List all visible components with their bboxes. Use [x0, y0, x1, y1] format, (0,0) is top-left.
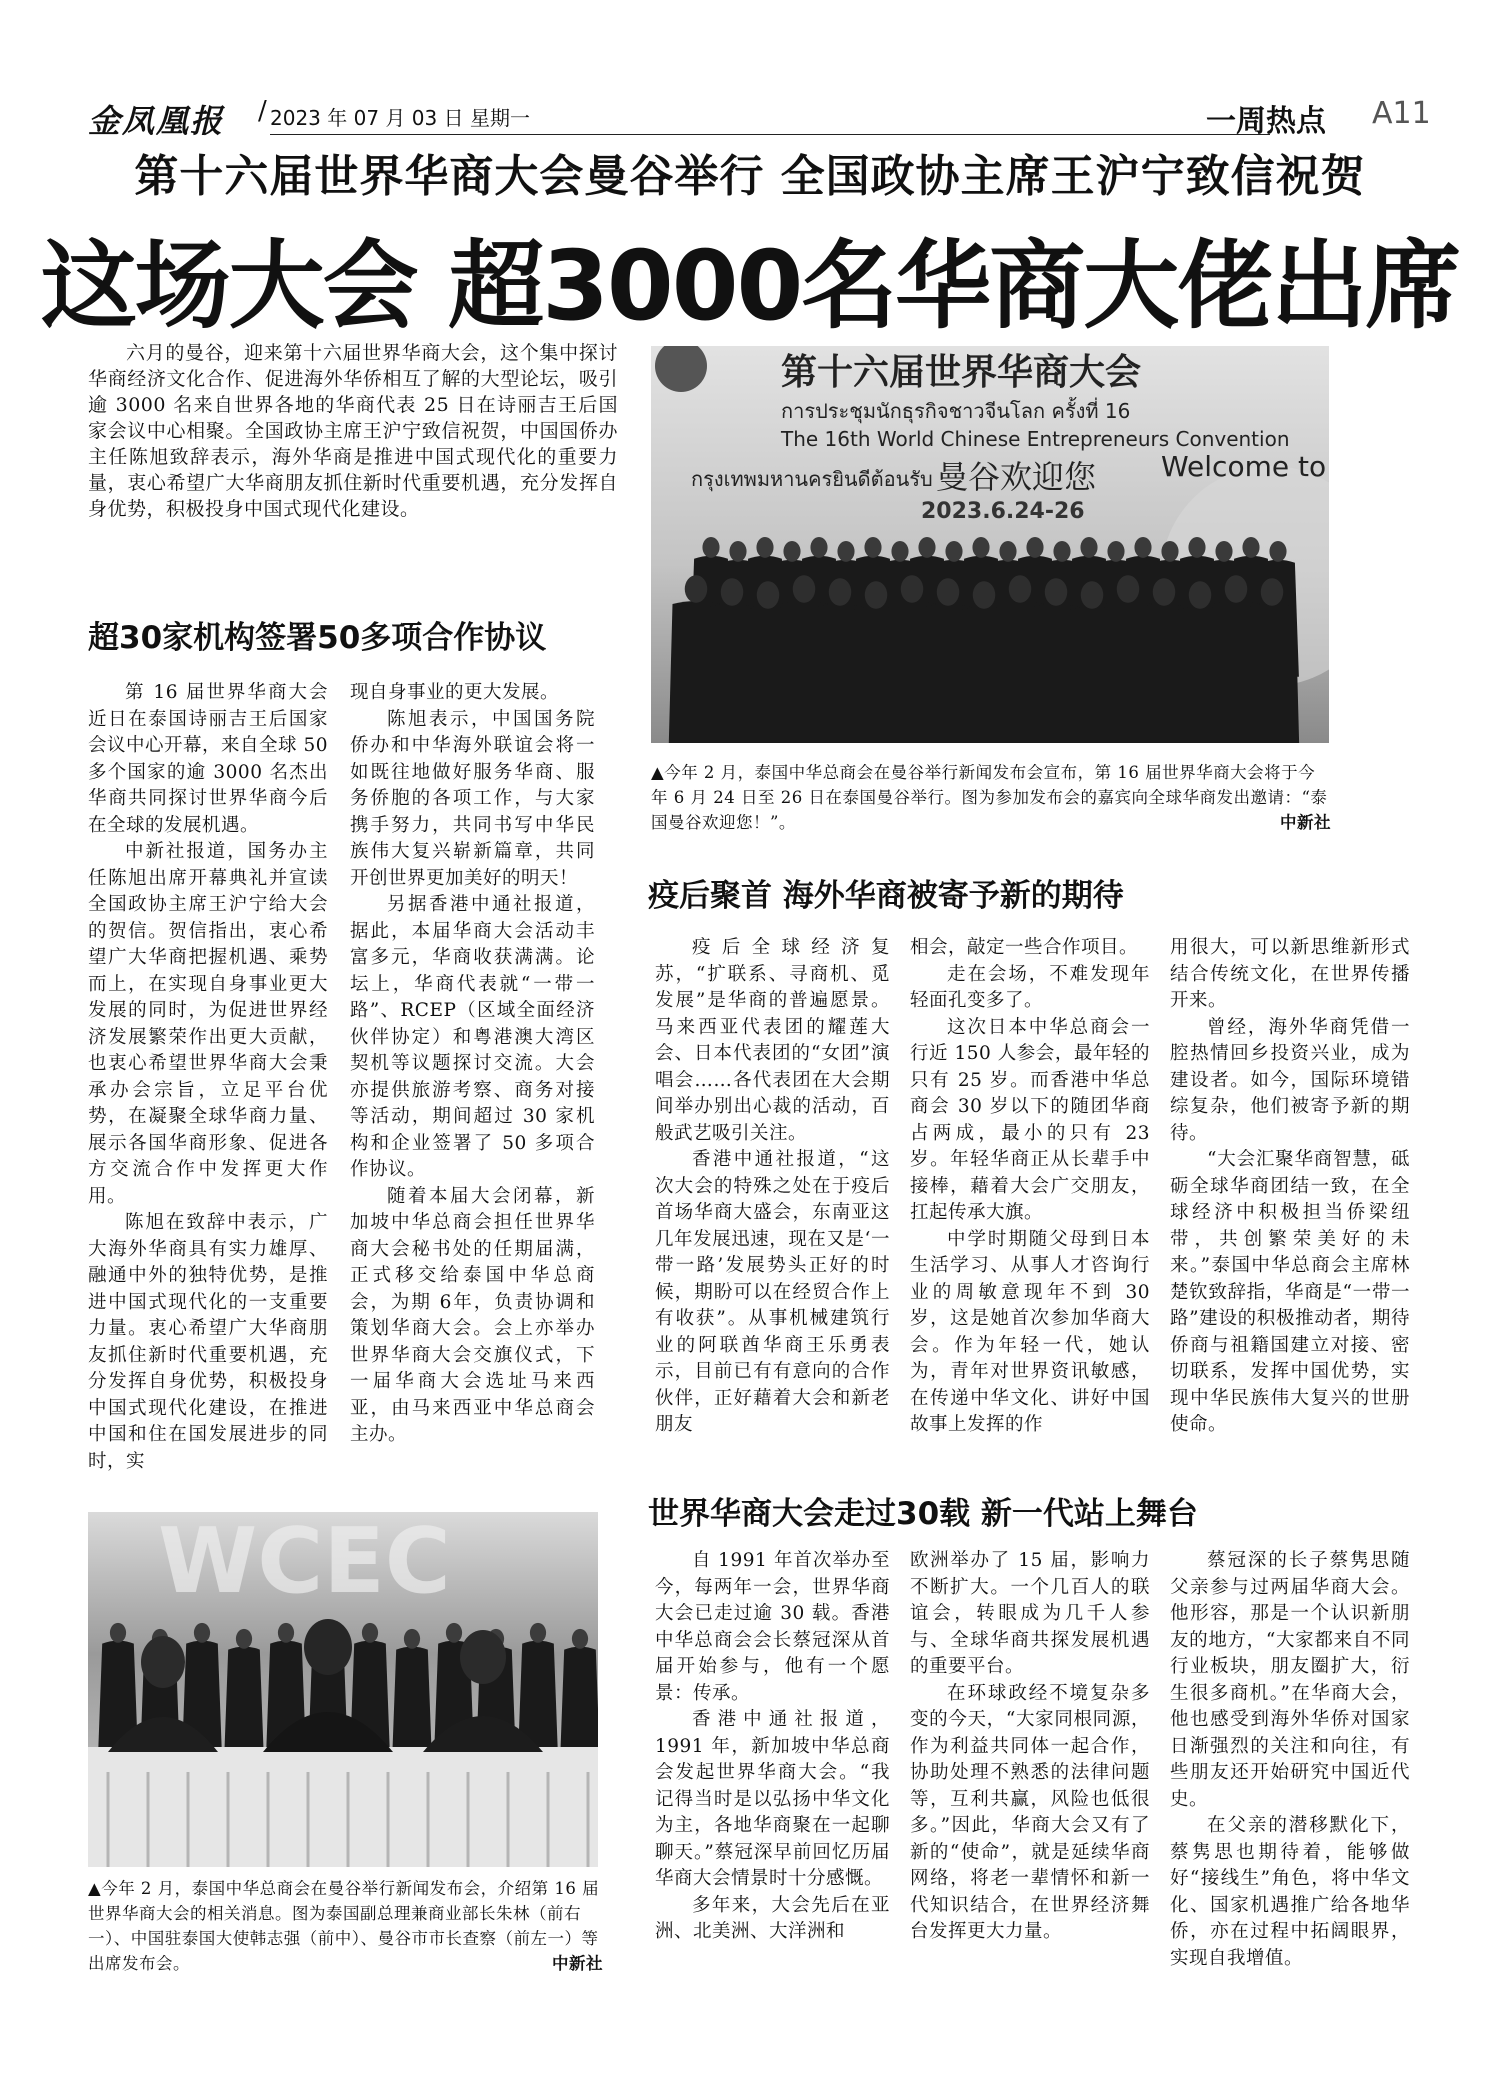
person-figure: [530, 1623, 546, 1643]
paragraph: 蔡冠深的长子蔡隽思随父亲参与过两届华商大会。他形容，那是一个认识新朋友的地方，“大家都来自不同行业板块，朋友圈扩大，衍生很多商机。”在华商大会，他也感受到海外华侨对国家日渐强烈的关注和向往，有些朋友还开始研究中国近代史。: [1170, 1550, 1410, 1810]
paragraph: 疫后全球经济复苏，“扩联系、寻商机、觅发展”是华商的普遍愿景。马来西亚代表团的耀莲大会、日本代表团的“女团”演唱会……各代表团在大会期间举办别出心裁的活动，百般武艺吸引关注。: [655, 937, 890, 1144]
press-conference-image: [651, 346, 1329, 743]
paragraph: 中学时期随父母到日本生活学习、从事人才咨询行业的周敏意现年不到 30 岁，这是她首次参加华商大会。作为年轻一代，她认为，青年对世界资讯敏感，在传递中华文化、讲好中国故事上发挥的作: [910, 1228, 1150, 1435]
headline: 这场大会 超3000名华商大佬出席: [40, 230, 1460, 342]
person-figure: [1117, 575, 1140, 603]
person-figure: [362, 1623, 378, 1643]
photo1-caption: [651, 760, 1331, 835]
banner-english-title: The 16th World Chinese Entrepreneurs Convention: [781, 427, 1290, 451]
photo-credit: 中新社: [1280, 813, 1331, 832]
person-figure: [685, 575, 708, 603]
person-figure: [783, 541, 800, 562]
paragraph: 第 16 届世界华商大会近日在泰国诗丽吉王后国家会议中心开幕，来自全球 50 多个国家的逾 3000 名杰出华商共同探讨世界华商今后在全球的发展机遇。: [88, 682, 328, 836]
person-figure: [1153, 578, 1176, 606]
person-figure: [937, 578, 960, 606]
paragraph: 多年来，大会先后在亚洲、北美洲、大洋洲和: [655, 1894, 890, 1942]
paragraph: 现自身事业的更大发展。: [350, 682, 560, 703]
paragraph: 在父亲的潜移默化下，蔡隽思也期待着，能够做好“接线生”角色，将中华文化、国家机遇推广给各地华侨，亦在过程中拓阔眼界，实现自我增值。: [1170, 1815, 1410, 1969]
person-figure: [1026, 537, 1043, 558]
press-conference-photo: [651, 346, 1329, 743]
person-figure: [1215, 541, 1232, 562]
person-figure: [702, 537, 719, 558]
officials-image: [88, 1512, 598, 1867]
person-figure: [572, 1629, 588, 1649]
person-figure: [1242, 537, 1259, 558]
section2-heading: 疫后聚首 海外华商被寄予新的期待: [648, 878, 1124, 914]
page-number: A11: [1372, 96, 1431, 131]
person-figure: [1081, 581, 1104, 609]
person-figure: [810, 537, 827, 558]
caption-text: ▲今年 2 月，泰国中华总商会在曼谷举行新闻发布会宣布，第 16 届世界华商大会将于今年 6 月 24 日至 26 日在泰国曼谷举行。图为参加发布会的嘉宾向全球华商发出邀请：“泰国曼谷欢迎您！”。: [651, 763, 1328, 832]
paragraph: 自 1991 年首次举办至今，每两年一会，世界华商大会已走过逾 30 载。香港中华总商会会长蔡冠深从首届开始参与，他有一个愿景：传承。: [655, 1550, 890, 1704]
person-figure: [194, 1623, 210, 1643]
person-figure: [729, 541, 746, 562]
paragraph: 中新社报道，国务办主任陈旭出席开幕典礼并宣读全国政协主席王沪宁给大会的贺信。贺信指出，衷心希望广大华商把握机遇、乘势而上，在实现自身事业更大发展的同时，为促进世界经济发展繁荣作出更大贡献，也衷心希望世界华商大会秉承办会宗旨，立足平台优势，在凝聚全球华商力量、展示各国华商形象、促进各方交流合作中发挥更大作用。: [88, 841, 328, 1207]
section1-column-1: [88, 680, 328, 1475]
person-figure: [793, 575, 816, 603]
section1-heading: 超30家机构签署50多项合作协议: [88, 620, 547, 656]
masthead: [88, 96, 1431, 140]
banner-chinese-title: 第十六届世界华商大会: [781, 352, 1142, 393]
person-figure: [224, 1647, 264, 1758]
person-figure: [1053, 541, 1070, 562]
person-figure: [721, 578, 744, 606]
person-figure: [973, 581, 996, 609]
paragraph: 香港中通社报道，“这次大会的特殊之处在于疫后首场华商大盛会，东南亚这几年发展迅速，现在又是‘一带一路’发展势头正好的时候，期盼可以在经贸合作上有收获”。从事机械建筑行业的阿联酋华商王乐勇表示，目前已有有意向的合作伙伴，正好藉着大会和新老朋友: [655, 1149, 890, 1435]
person-figure: [392, 1647, 432, 1758]
section2-column-3: [1170, 935, 1410, 1439]
banner-welcome-chinese: 曼谷欢迎您: [936, 458, 1097, 496]
person-figure: [829, 578, 852, 606]
person-figure: [1080, 537, 1097, 558]
person-figure: [837, 541, 854, 562]
paragraph: 曾经，海外华商凭借一腔热情回乡投资兴业，成为建设者。如今，国际环境错综复杂，他们被寄予新的期待。: [1170, 1016, 1410, 1144]
paragraph: 用很大，可以新思维新形式结合传统文化，在世界传播开来。: [1170, 937, 1410, 1011]
banner-dates: 2023.6.24-26: [921, 499, 1085, 524]
masthead-rule: [270, 134, 1270, 135]
section3-column-1: [655, 1548, 890, 1946]
person-figure: [1134, 537, 1151, 558]
person-figure: [865, 581, 888, 609]
section2-column-1: [655, 935, 890, 1439]
person-figure: [901, 575, 924, 603]
person-figure: [1009, 575, 1032, 603]
person-figure: [999, 541, 1016, 562]
paragraph: 这次日本中华总商会一行近 150 人参会，最年轻的只有 25 岁。而香港中华总商会 30 岁以下的随团华商占两成，最小的只有 23 岁。年轻华商正从长辈手中接棒，藉着大会广交朋友，扛起传承大旗。: [910, 1016, 1150, 1223]
lede-paragraph: [88, 340, 618, 522]
person-figure: [1269, 541, 1286, 562]
person-figure: [891, 541, 908, 562]
paragraph: 走在会场，不难发现年轻面孔变多了。: [910, 963, 1150, 1011]
banner-welcome-english: Welcome to: [1161, 450, 1327, 483]
head-table: [88, 1747, 598, 1867]
newspaper-logo: 金凤凰报: [88, 102, 225, 140]
banner-thai-title: การประชุมนักธุรกิจชาวจีนโลก ครั้งที่ 16: [781, 399, 1131, 423]
caption-text: ▲今年 2 月，泰国中华总商会在曼谷举行新闻发布会，介绍第 16 届世界华商大会的相关消息。图为泰国副总理兼商业部长朱林（前右一）、中国驻泰国大使韩志强（前中）、曼谷市市长查察（前左一）等出席发布会。: [88, 1879, 600, 1973]
person-figure: [757, 581, 780, 609]
section3-column-2: [910, 1548, 1150, 1946]
person-figure: [1161, 541, 1178, 562]
section-title: 一周热点: [1206, 104, 1326, 139]
person-figure: [278, 1623, 294, 1643]
person-figure: [1107, 541, 1124, 562]
issue-date: 2023 年 07 月 03 日 星期一: [270, 106, 530, 130]
delegates-group: [669, 537, 1300, 743]
paragraph: 陈旭在致辞中表示，广大海外华商具有实力雄厚、融通中外的独特优势，是推进中国式现代化的一支重要力量。衷心希望广大华商朋友抓住新时代重要机遇，充分发挥自身优势，积极投身中国式现代化建设，在推进中国和住在国发展进步的同时，实: [88, 1212, 328, 1472]
person-figure: [1189, 581, 1212, 609]
person-figure: [1225, 575, 1248, 603]
person-figure: [404, 1629, 420, 1649]
photo-credit: 中新社: [552, 1954, 603, 1973]
paragraph: 欧洲举办了 15 届，影响力不断扩大。一个几百人的联谊会，转眼成为几千人参与、全球华商共探发展机遇的重要平台。: [910, 1550, 1150, 1677]
masthead-divider: /: [258, 96, 267, 126]
person-figure: [972, 537, 989, 558]
subheadline: 第十六届世界华商大会曼谷举行 全国政协主席王沪宁致信祝贺: [134, 151, 1366, 202]
person-figure: [945, 541, 962, 562]
person-figure: [1261, 578, 1284, 606]
person-figure: [1045, 578, 1068, 606]
person-figure: [446, 1623, 462, 1643]
section2-column-2: [910, 935, 1150, 1439]
section1-column-2: [350, 680, 595, 1449]
paragraph: “大会汇聚华商智慧，砥砺全球华商团结一致，在全球经济中积极担当侨梁纽带，共创繁荣美好的未来。”泰国中华总商会主席林楚钦致辞指，华商是“一带一路”建设的积极推动者，期待侨商与祖籍国建立对接、密切联系，发挥中国优势，实现中华民族伟大复兴的世册使命。: [1170, 1149, 1410, 1435]
person-figure: [864, 537, 881, 558]
section3-heading: 世界华商大会走过30载 新一代站上舞台: [648, 1496, 1198, 1532]
paragraph: 陈旭表示，中国国务院侨办和中华海外联谊会将一如既往地做好服务华商、服务侨胞的各项工作，与大家携手努力，共同书写中华民族伟大复兴崭新篇章，共同开创世界更加美好的明天！: [350, 708, 595, 889]
person-figure: [1245, 604, 1300, 743]
banner-welcome-thai: กรุงเทพมหานครยินดีต้อนรับ: [691, 467, 933, 491]
person-figure: [560, 1647, 598, 1758]
officials-photo: [88, 1512, 598, 1867]
paragraph: 相会，敲定一些合作项目。: [910, 937, 1139, 958]
person-figure: [918, 537, 935, 558]
person-figure: [1188, 537, 1205, 558]
paragraph: 香港中通社报道，1991 年，新加坡中华总商会发起世界华商大会。“我记得当时是以弘扬中华文化为主，各地华商聚在一起聊聊天。”蔡冠深早前回忆历届华商大会情景时十分感慨。: [655, 1709, 890, 1889]
person-figure: [110, 1623, 126, 1643]
section3-column-3: [1170, 1548, 1410, 1972]
photo2-caption: [88, 1876, 603, 1976]
paragraph: 在环球政经不境复杂多变的今天，“大家同根同源，作为利益共同体一起合作，协助处理不熟悉的法律问题等，互利共赢，风险也低很多。”因此，华商大会又有了新的“使命”，就是延续华商网络，将老一辈情怀和新一代知识结合，在世界经济舞台发挥更大力量。: [910, 1682, 1150, 1942]
person-figure: [236, 1629, 252, 1649]
lede-text: 六月的曼谷，迎来第十六届世界华商大会，这个集中探讨华商经济文化合作、促进海外华侨相互了解的大型论坛，吸引逾 3000 名来自世界各地的华商代表 25 日在诗丽吉王后国家会议中心相聚。全国政协主席王沪宁致信祝贺，中国国侨办主任陈旭致辞表示，海外华商是推进中国式现代化的重要力量，衷心希望广大华商朋友抓住新时代重要机遇，充分发挥自身优势，积极投身中国式现代化建设。: [88, 342, 618, 520]
backdrop-logo: WCEC: [158, 1512, 451, 1614]
paragraph: 随着本届大会闭幕，新加坡中华总商会担任世界华商大会秘书处的任期届满，正式移交给泰国中华总商会，为期 6年，负责协调和策划华商大会。会上亦举办世界华商大会交旗仪式，下一届华商大会选址马来西亚，由马来西亚中华总商会主办。: [350, 1185, 595, 1445]
paragraph: 另据香港中通社报道，据此，本届华商大会活动丰富多元，华商收获满满。论坛上，华商代表就“一带一路”、RCEP（区域全面经济伙伴协定）和粤港澳大湾区契机等议题探讨交流。大会亦提供旅游考察、商务对接等活动，期间超过 30 家机构和企业签署了 50 多项合作协议。: [350, 894, 595, 1180]
person-figure: [756, 537, 773, 558]
